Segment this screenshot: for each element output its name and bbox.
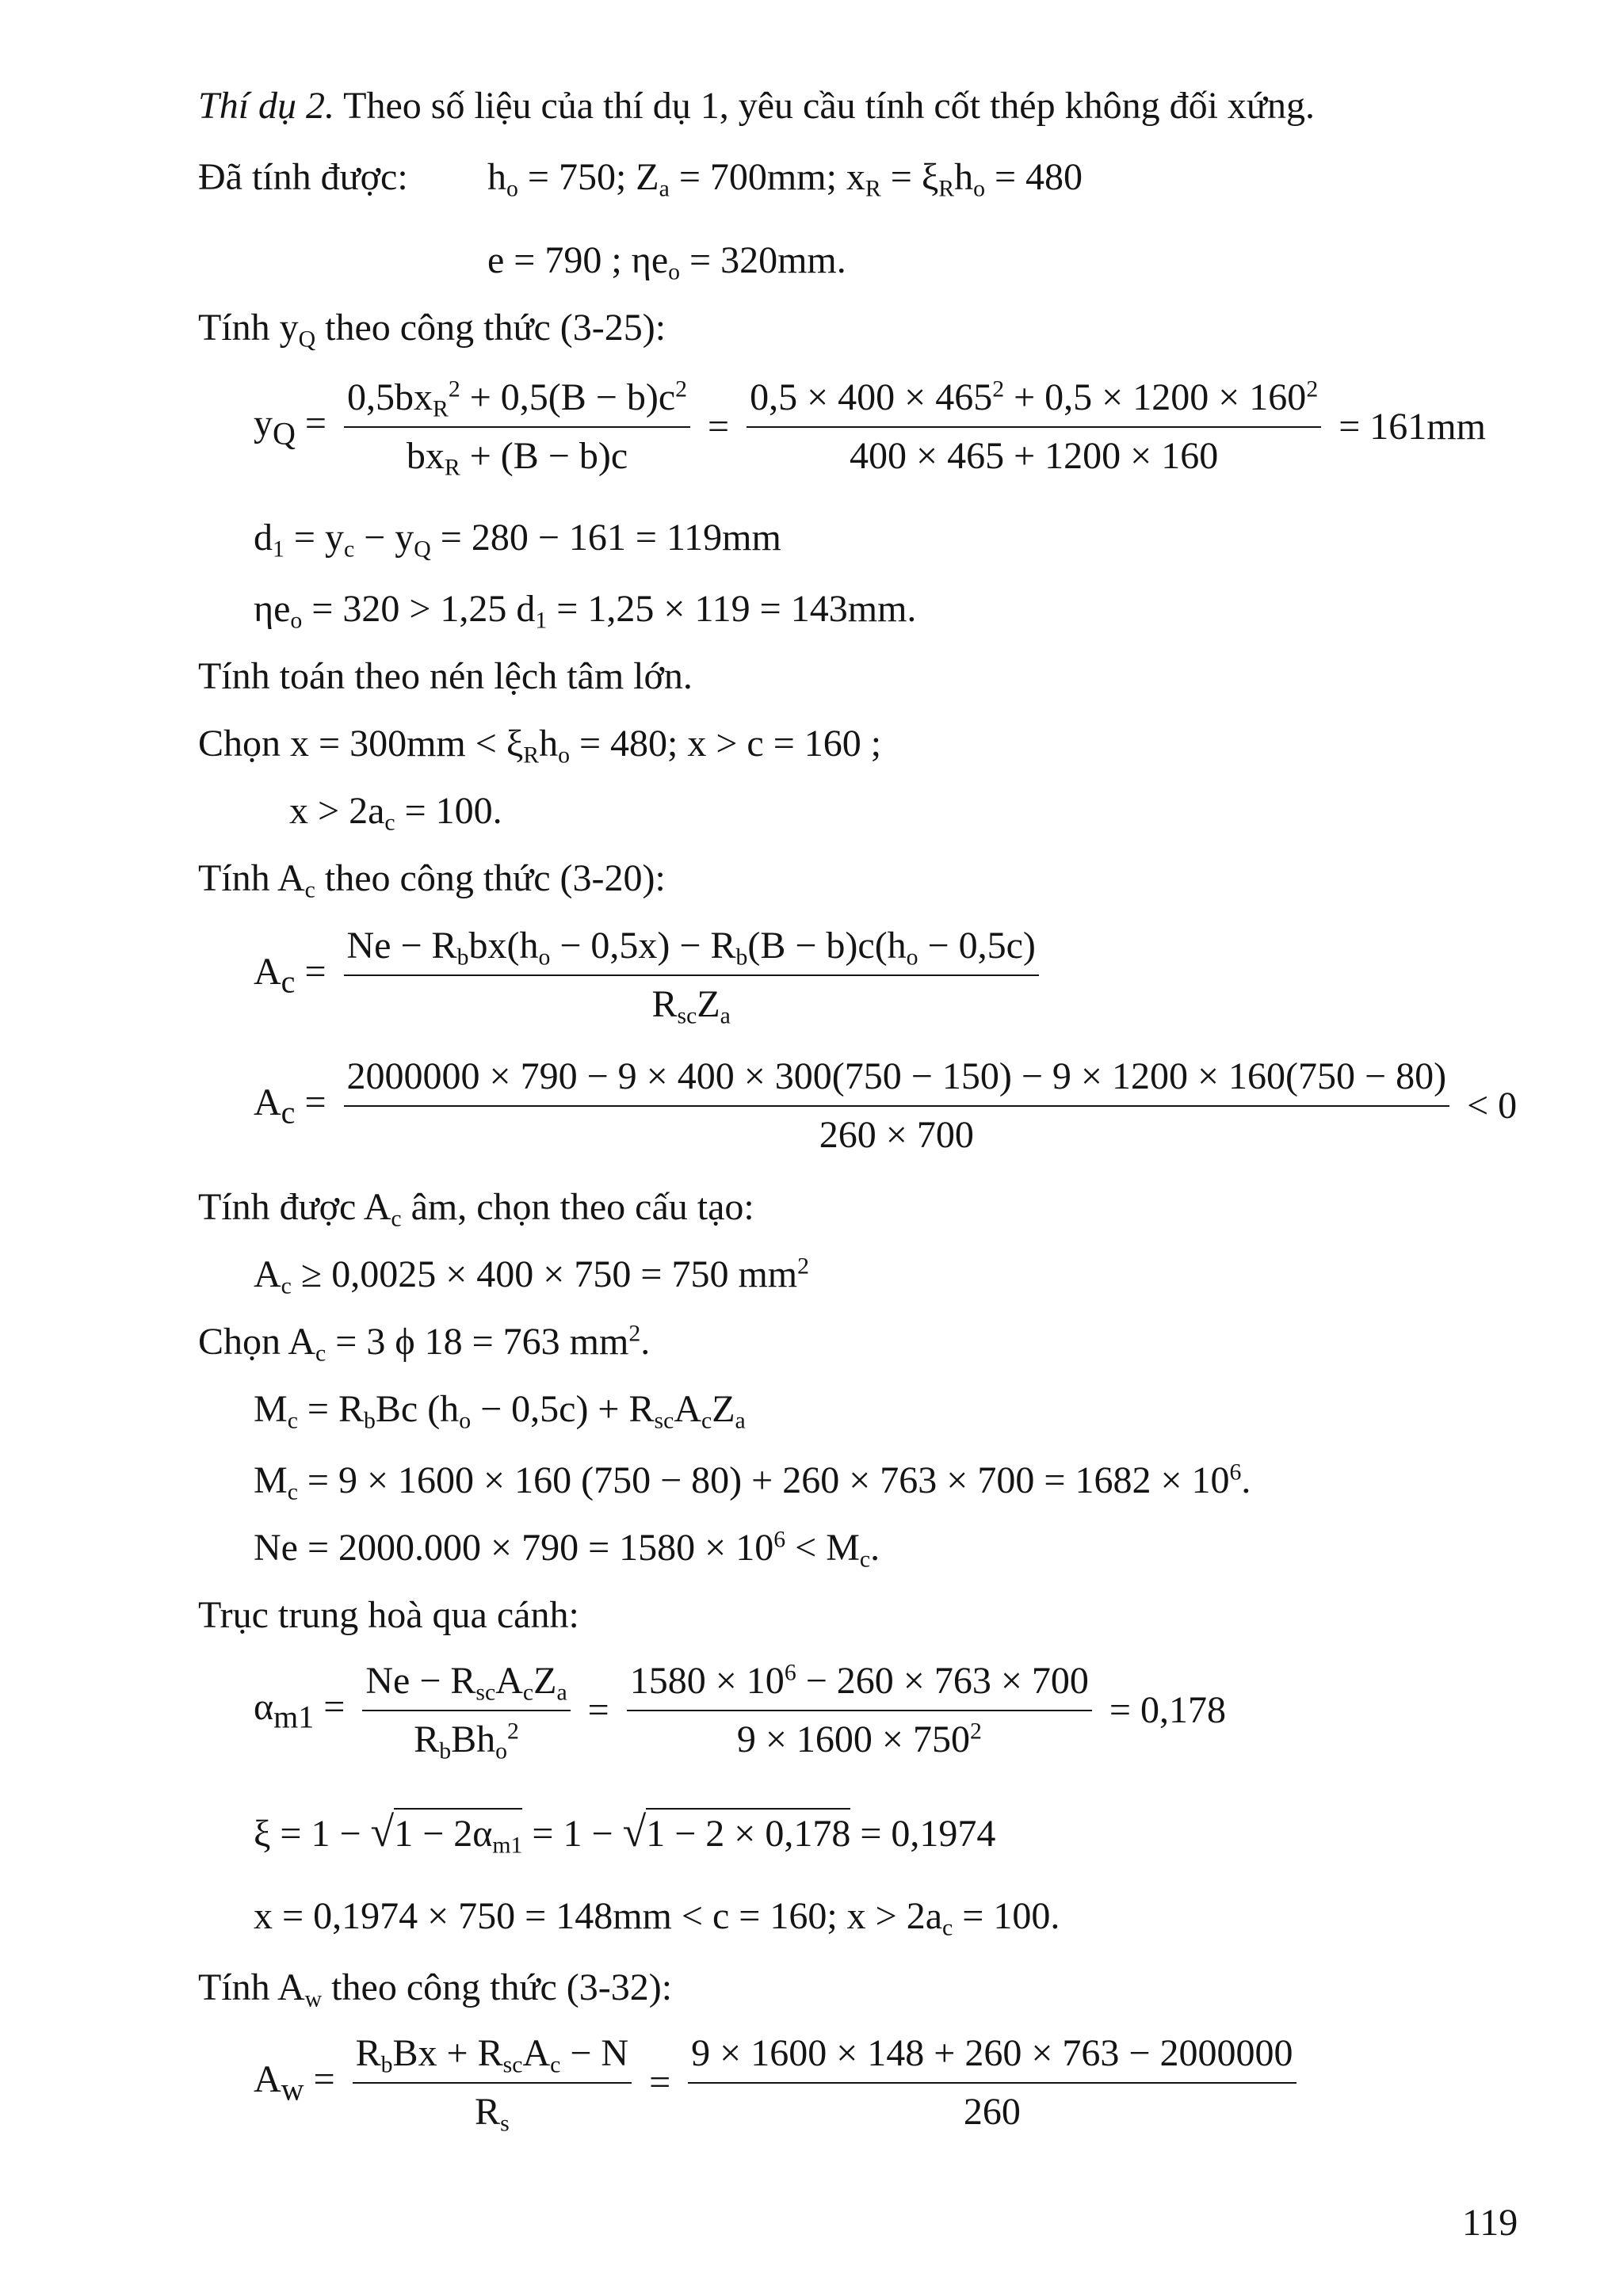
- aw-fraction-numeric: [688, 2032, 1296, 2133]
- example-label: Thí dụ 2.: [198, 85, 335, 127]
- yq-num-symbolic: $0,5bx_R^2 + 0,5(B - b)c^2$: [344, 379, 690, 428]
- aw-num-numeric: 9 × 1600 × 148 + 260 × 763 − 2000000: [688, 2035, 1296, 2084]
- aw-num-symbolic: $R_bBx + R_{sc}A_c - N$: [353, 2035, 632, 2084]
- aw-lhs: $A_w$ =: [254, 2058, 335, 2107]
- eta-comparison: $\eta e_o = 320 > 1,25$ $d_1 = 1,25 \times 119 = 143mm$.: [254, 588, 917, 634]
- aw-formula: $A_w$ = $\frac{R_bBx + R_{sc}A_c - N}{R_s}$ = $\frac{9 \times 1600 \times 148 + 260 \times 763 - 2000000}{260}$: [254, 2035, 1304, 2131]
- ne-value: $Ne = 2000.000 \times 790 = 1580 \times 10^6 < M_c$.: [254, 1526, 880, 1573]
- ac-lhs: $A_c$ =: [254, 950, 327, 1000]
- xi-equation: [254, 1808, 996, 1859]
- d1-equation: $d_1 = y_c - y_Q = 280 - 161 = 119mm$: [254, 517, 781, 563]
- page-number: 119: [1462, 2202, 1518, 2244]
- alpha-formula: $\alpha_{m1}$ = $\frac{Ne - R_{sc}A_cZ_a}{R_bBh_o^2}$ = $\frac{1580 \times 10^6 - 260 \times 763 \times 700}{9 \times 1600 \times 750^2}$ = 0,178: [254, 1659, 1226, 1764]
- ac-fraction-symbolic: [344, 925, 1039, 1029]
- ac-intro: Tính $A_c$ theo công thức (3-20):: [198, 857, 666, 903]
- choose-ac: Chọn $A_c = 3$ ϕ 18 = 763 $mm^2$.: [198, 1320, 651, 1367]
- yq-fraction-numeric: [747, 376, 1321, 477]
- ac-den-numeric: 260 × 700: [819, 1114, 974, 1156]
- yq-intro: Tính $y_Q$ theo công thức (3-25):: [198, 307, 666, 353]
- yq-result: = 161mm: [1338, 406, 1486, 448]
- example-title: [198, 87, 1315, 125]
- aw-intro: Tính $A_w$ theo công thức (3-32):: [198, 1966, 673, 2012]
- yq-den-symbolic: $bx_R + (B - b)c$: [406, 435, 628, 481]
- alpha-fraction-symbolic: [362, 1660, 570, 1764]
- ac-negative-note: Tính được $A_c$ âm, chọn theo cấu tạo:: [198, 1186, 754, 1232]
- ac-minimum: $A_c \ge 0,0025 \times 400 \times 750 = 750$ $mm^2$: [254, 1253, 809, 1299]
- sqrt-symbol-2: √: [622, 1808, 647, 1855]
- example-statement: Theo số liệu của thí dụ 1, yêu cầu tính cốt thép không đối xứng.: [334, 85, 1315, 127]
- alpha-lhs: $\alpha_{m1}$ =: [254, 1685, 346, 1735]
- ac-result: < 0: [1467, 1085, 1518, 1127]
- choose-x: Chọn $x = 300mm < \xi_Rh_o = 480$; x > c = 160 ;: [198, 723, 882, 769]
- known-values-line1: $h_o = 750$; $Z_a = 700mm$; $x_R = \xi_Rh_o = 480$: [487, 156, 1083, 202]
- yq-num-numeric: $0,5 \times 400 \times 465^2 + 0,5 \times 1200 \times 160^2$: [747, 379, 1321, 428]
- aw-fraction-symbolic: [353, 2032, 632, 2137]
- alpha-num-symbolic: $Ne - R_{sc}A_cZ_a$: [362, 1662, 570, 1711]
- yq-lhs: $y_Q$ =: [254, 402, 327, 452]
- yq-fraction-symbolic: [344, 376, 690, 481]
- alpha-num-numeric: $1580 \times 10^6 - 260 \times 763 \times 700$: [627, 1662, 1092, 1711]
- neutral-axis-note: Trục trung hoà qua cánh:: [198, 1594, 579, 1636]
- ac-den-symbolic: $R_{sc}Z_a$: [651, 983, 731, 1029]
- alpha-result: = 0,178: [1109, 1689, 1226, 1731]
- compression-mode: Tính toán theo nén lệch tâm lớn.: [198, 655, 693, 697]
- yq-formula: $y_Q$ = $\frac{0,5bx_R^2 + 0,5(B - b)c^2}{bx_R + (B - b)c}$ = $\frac{0,5 \times 400 \times 465^2 + 0,5 \times 1200 \times 160^2}{400 \times 465 + 1200 \times 160}$ = 161mm: [254, 376, 1486, 481]
- ac-lhs-2: $A_c$ =: [254, 1081, 327, 1131]
- xi-radicand-symbolic: $1 - 2\alpha_{m1}$: [394, 1808, 522, 1855]
- aw-den-numeric: 260: [963, 2091, 1021, 2133]
- ac-num-numeric: 2000000 × 790 − 9 × 400 × 300(750 − 150) − 9 × 1200 × 160(750 − 80): [344, 1058, 1450, 1107]
- xi-radicand-numeric: 1 − 2 × 0,178: [646, 1808, 850, 1855]
- ac-formula-numeric: [254, 1055, 1518, 1156]
- x-condition: $x > 2a_c = 100$.: [289, 790, 502, 836]
- alpha-den-symbolic: $R_bBh_o^2$: [414, 1718, 519, 1764]
- sqrt-symbol-1: √: [370, 1808, 395, 1855]
- aw-den-symbolic: $R_s$: [475, 2091, 510, 2137]
- mc-formula: $M_c = R_bBc$ $(h_o - 0,5c) + R_{sc}A_cZ_a$: [254, 1388, 746, 1434]
- xi-result: = 0,1974: [860, 1813, 996, 1855]
- x-value: x = 0,1974 × 750 = 148mm < c = 160; $x > 2a_c = 100$.: [254, 1895, 1060, 1941]
- yq-den-numeric: 400 × 465 + 1200 × 160: [850, 435, 1219, 477]
- ac-num-symbolic: $Ne - R_bbx(h_o - 0,5x) - R_b(B - b)c(h_o - 0,5c)$: [344, 927, 1039, 976]
- mc-value: $M_c = 9 \times 1600 \times 160$ $(750 - 80) + 260 \times 763 \times 700 = 1682 \times 10^6$.: [254, 1459, 1251, 1505]
- xi-lhs: ξ = 1 −: [254, 1813, 361, 1855]
- alpha-fraction-numeric: [627, 1659, 1092, 1760]
- known-label: Đã tính được:: [198, 156, 408, 198]
- known-values-line2: e = 790 ; $\eta e_o = 320mm$.: [487, 239, 846, 285]
- xi-mid: = 1 −: [532, 1813, 613, 1855]
- ac-formula-symbolic: [254, 925, 1047, 1029]
- ac-fraction-numeric: [344, 1055, 1450, 1156]
- alpha-den-numeric: $9 \times 1600 \times 750^2$: [736, 1718, 982, 1760]
